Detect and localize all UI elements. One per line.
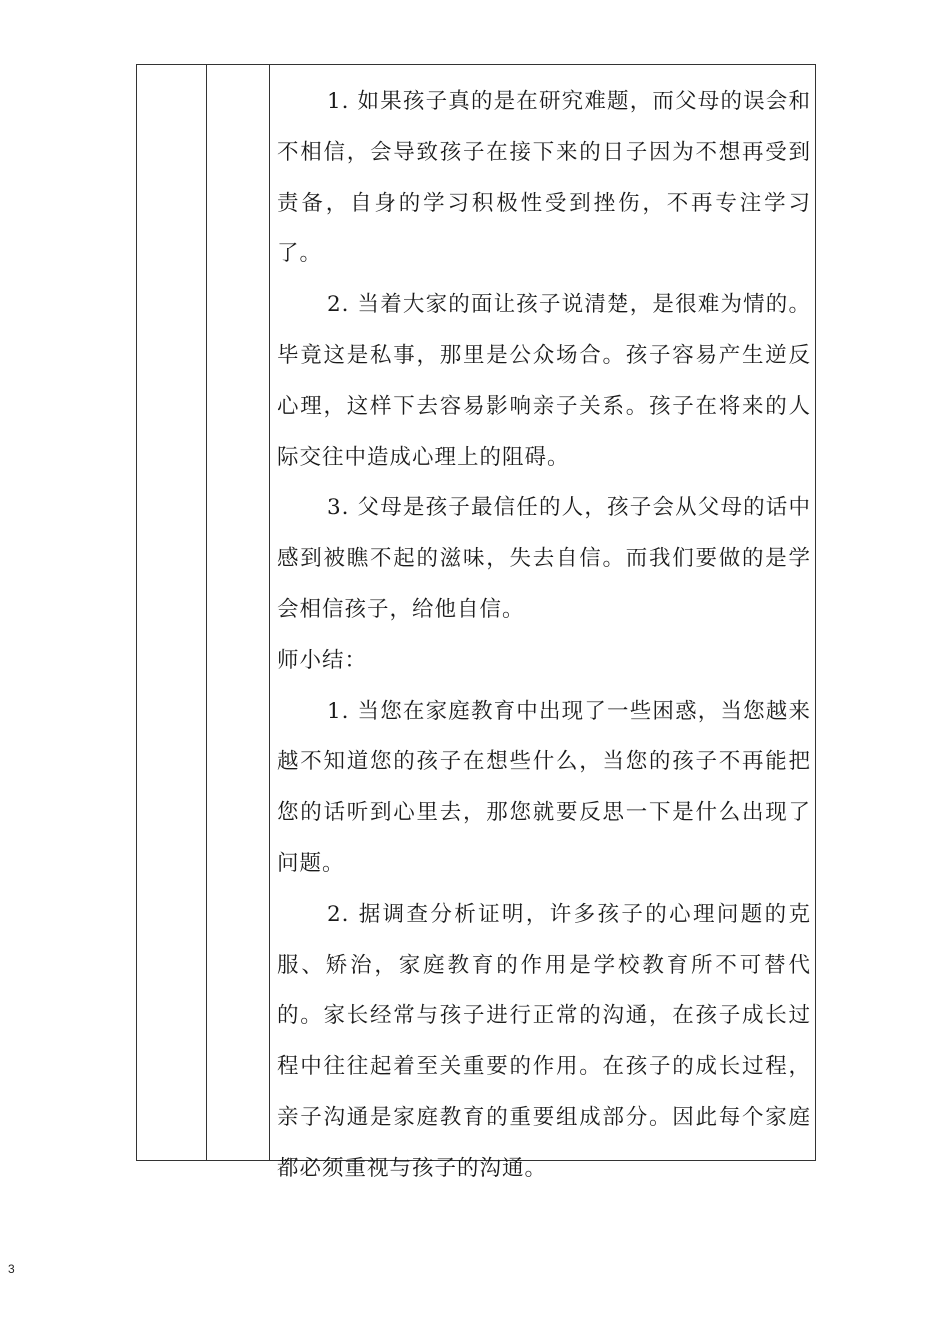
summary-point-1: 1. 当您在家庭教育中出现了一些困惑，当您越来越不知道您的孩子在想些什么，当您的孩子不再能把您的话听到心里去，那您就要反思一下是什么出现了问题。 xyxy=(277,698,811,876)
summary-point-2: 2. 据调查分析证明，许多孩子的心理问题的克服、矫治，家庭教育的作用是学校教育所不可替代的。家长经常与孩子进行正常的沟通，在孩子成长过程中往往起着至关重要的作用。在孩子的成长过程，亲子沟通是家庭教育的重要组成部分。因此每个家庭都必须重视与孩子的沟通。 xyxy=(277,901,811,1181)
content-table xyxy=(136,64,816,1181)
table-column-content xyxy=(270,65,815,1181)
teacher-summary-heading: 师小结： xyxy=(277,647,368,673)
paragraph-point-3: 3. 父母是孩子最信任的人，孩子会从父母的话中感到被瞧不起的滋味，失去自信。而我们要做的是学会相信孩子，给他自信。 xyxy=(277,495,811,622)
page-number: 3 xyxy=(8,1262,15,1276)
paragraph-point-1: 1. 如果孩子真的是在研究难题，而父母的误会和不相信，会导致孩子在接下来的日子因为不想再受到责备，自身的学习积极性受到挫伤，不再专注学习了。 xyxy=(277,89,811,267)
paragraph-point-2: 2. 当着大家的面让孩子说清楚，是很难为情的。毕竟这是私事，那里是公众场合。孩子容易产生逆反心理，这样下去容易影响亲子关系。孩子在将来的人际交往中造成心理上的阻碍。 xyxy=(277,292,811,470)
table-column-left xyxy=(137,65,207,1160)
table-column-middle xyxy=(207,65,270,1160)
